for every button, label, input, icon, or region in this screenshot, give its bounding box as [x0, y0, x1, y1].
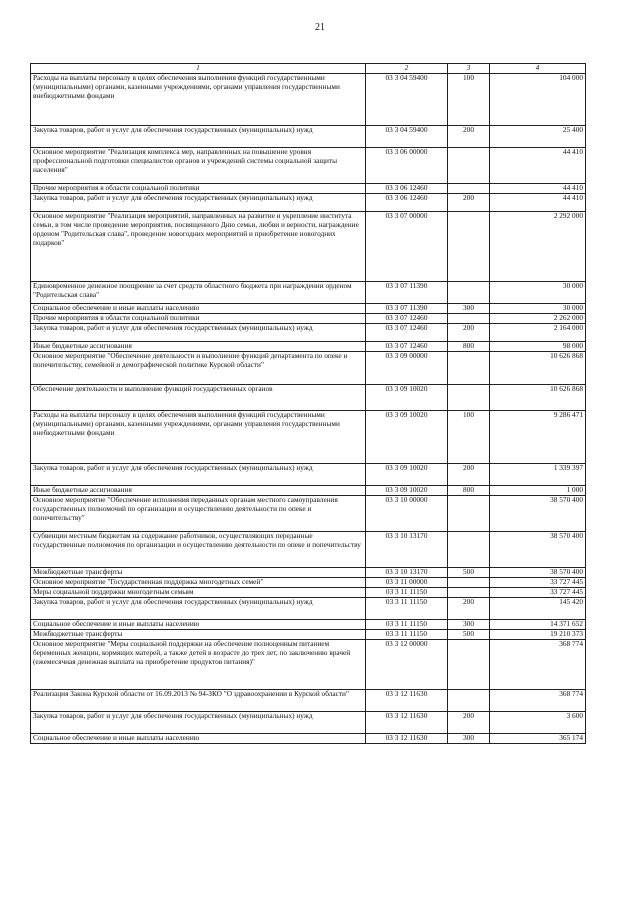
row-code: 03 3 11 11150	[366, 588, 448, 598]
row-name: Основное мероприятие "Меры социальной поддержки на обеспечение полноценным питанием беременных женщин, кормящих матерей, а также детей в возрасте до трех лет, по заключению врачей (ежемесячная денежная выплата на приобретение продуктов питания)"	[31, 640, 366, 690]
table-row	[31, 304, 586, 314]
row-amount: 44 410	[490, 194, 586, 212]
table-row	[31, 640, 586, 690]
row-amount: 368 774	[490, 640, 586, 690]
table-row	[31, 324, 586, 342]
table-row	[31, 598, 586, 620]
table-row	[31, 712, 586, 734]
row-expense-type	[448, 314, 490, 324]
row-expense-type: 800	[448, 342, 490, 352]
row-expense-type	[448, 690, 490, 712]
row-expense-type: 800	[448, 486, 490, 496]
row-name: Основное мероприятие "Реализация мероприятий, направленных на развитие и укрепление института семьи, в том числе проведение мероприятия, посвященного Дню семьи, любви и верности, награждение орденом "Родительская слава", проведение новогодних мероприятий и приобретение новогодних подарков"	[31, 212, 366, 282]
row-name: Межбюджетные трансферты	[31, 630, 366, 640]
row-amount: 10 626 868	[490, 385, 586, 411]
table-row	[31, 630, 586, 640]
row-name: Прочие мероприятия в области социальной политики	[31, 314, 366, 324]
table-row	[31, 194, 586, 212]
row-amount: 30 000	[490, 304, 586, 314]
row-name: Социальное обеспечение и иные выплаты населению	[31, 620, 366, 630]
row-amount: 44 410	[490, 184, 586, 194]
row-name: Социальное обеспечение и иные выплаты населению	[31, 304, 366, 314]
header-row	[31, 64, 586, 74]
row-amount: 25 400	[490, 126, 586, 148]
row-code: 03 3 10 13170	[366, 568, 448, 578]
row-name: Иные бюджетные ассигнования	[31, 342, 366, 352]
row-expense-type	[448, 282, 490, 304]
row-name: Основное мероприятие "Государственная поддержка многодетных семей"	[31, 578, 366, 588]
row-code: 03 3 07 12460	[366, 342, 448, 352]
row-name: Обеспечение деятельности и выполнение функций государственных органов	[31, 385, 366, 411]
table-row	[31, 411, 586, 464]
row-expense-type	[448, 578, 490, 588]
row-expense-type	[448, 385, 490, 411]
table-row	[31, 282, 586, 304]
row-code: 03 3 12 11630	[366, 712, 448, 734]
row-code: 03 3 04 59400	[366, 74, 448, 126]
row-name: Закупка товаров, работ и услуг для обеспечения государственных (муниципальных) нужд	[31, 712, 366, 734]
row-expense-type: 100	[448, 74, 490, 126]
row-name: Закупка товаров, работ и услуг для обеспечения государственных (муниципальных) нужд	[31, 464, 366, 486]
row-name: Иные бюджетные ассигнования	[31, 486, 366, 496]
row-expense-type	[448, 640, 490, 690]
row-code: 03 3 12 00000	[366, 640, 448, 690]
table-row	[31, 212, 586, 282]
table-row	[31, 385, 586, 411]
row-code: 03 3 06 00000	[366, 148, 448, 184]
table-row	[31, 690, 586, 712]
row-name: Субвенции местным бюджетам на содержание работников, осуществляющих переданные государственные полномочия по организации и осуществлению деятельности по опеке и попечительству	[31, 532, 366, 568]
row-name: Прочие мероприятия в области социальной политики	[31, 184, 366, 194]
row-amount: 2 164 000	[490, 324, 586, 342]
row-name: Закупка товаров, работ и услуг для обеспечения государственных (муниципальных) нужд	[31, 126, 366, 148]
table-row	[31, 568, 586, 578]
row-name: Расходы на выплаты персоналу в целях обеспечения выполнения функций государственными (муниципальными) органами, казенными учреждениями, органами управления государственными внебюджетными фондами	[31, 74, 366, 126]
row-code: 03 3 07 11390	[366, 304, 448, 314]
row-code: 03 3 11 00000	[366, 578, 448, 588]
table-row	[31, 352, 586, 385]
row-name: Основное мероприятие "Обеспечение деятельности и выполнение функций департамента по опеке и попечительству, семейной и демографической политике Курской области"	[31, 352, 366, 385]
column-header-4: 4	[490, 64, 586, 74]
table-row	[31, 342, 586, 352]
row-name: Реализация Закона Курской области от 16.09.2013 № 94-ЗКО "О здравоохранении в Курской области"	[31, 690, 366, 712]
row-code: 03 3 04 59400	[366, 126, 448, 148]
table-row	[31, 126, 586, 148]
table-row	[31, 486, 586, 496]
row-expense-type	[448, 352, 490, 385]
row-amount: 38 570 400	[490, 532, 586, 568]
row-amount: 98 000	[490, 342, 586, 352]
row-amount: 104 000	[490, 74, 586, 126]
row-name: Межбюджетные трансферты	[31, 568, 366, 578]
table-row	[31, 464, 586, 486]
table-row	[31, 74, 586, 126]
row-amount: 2 292 000	[490, 212, 586, 282]
row-expense-type: 300	[448, 734, 490, 744]
budget-table	[30, 63, 586, 744]
row-code: 03 3 10 13170	[366, 532, 448, 568]
column-header-1: 1	[31, 64, 366, 74]
column-header-2: 2	[366, 64, 448, 74]
row-amount: 33 727 445	[490, 578, 586, 588]
row-code: 03 3 10 00000	[366, 496, 448, 532]
row-amount: 38 570 400	[490, 496, 586, 532]
table-row	[31, 314, 586, 324]
row-amount: 368 774	[490, 690, 586, 712]
row-expense-type	[448, 184, 490, 194]
row-expense-type: 100	[448, 411, 490, 464]
row-code: 03 3 09 10020	[366, 411, 448, 464]
row-amount: 44 410	[490, 148, 586, 184]
row-code: 03 3 07 12460	[366, 324, 448, 342]
row-code: 03 3 09 10020	[366, 464, 448, 486]
row-expense-type: 300	[448, 304, 490, 314]
table-row	[31, 148, 586, 184]
row-code: 03 3 11 11150	[366, 598, 448, 620]
row-expense-type: 200	[448, 324, 490, 342]
row-code: 03 3 06 12460	[366, 184, 448, 194]
row-amount: 1 339 397	[490, 464, 586, 486]
row-amount: 1 000	[490, 486, 586, 496]
row-name: Закупка товаров, работ и услуг для обеспечения государственных (муниципальных) нужд	[31, 324, 366, 342]
row-expense-type	[448, 212, 490, 282]
row-expense-type: 500	[448, 630, 490, 640]
row-amount: 365 174	[490, 734, 586, 744]
row-code: 03 3 11 11150	[366, 630, 448, 640]
row-name: Закупка товаров, работ и услуг для обеспечения государственных (муниципальных) нужд	[31, 598, 366, 620]
row-code: 03 3 06 12460	[366, 194, 448, 212]
row-expense-type	[448, 496, 490, 532]
row-name: Основное мероприятие "Обеспечение исполнения переданных органам местного самоуправления государственных полномочий по организации и осуществлению деятельности по опеке и попечительству"	[31, 496, 366, 532]
row-expense-type: 200	[448, 194, 490, 212]
table-row	[31, 588, 586, 598]
row-amount: 145 420	[490, 598, 586, 620]
table-row	[31, 578, 586, 588]
row-expense-type: 300	[448, 620, 490, 630]
row-amount: 14 371 652	[490, 620, 586, 630]
row-expense-type: 200	[448, 598, 490, 620]
row-name: Единовременное денежное поощрение за счет средств областного бюджета при награждении орденом "Родительская слава"	[31, 282, 366, 304]
row-expense-type: 200	[448, 464, 490, 486]
column-header-3: 3	[448, 64, 490, 74]
row-amount: 30 000	[490, 282, 586, 304]
table-row	[31, 496, 586, 532]
row-amount: 19 210 373	[490, 630, 586, 640]
table-row	[31, 620, 586, 630]
row-expense-type	[448, 148, 490, 184]
row-name: Основное мероприятие "Реализация комплекса мер, направленных на повышение уровня профессиональной подготовки специалистов органов и учреждений системы социальной защиты населения"	[31, 148, 366, 184]
row-code: 03 3 12 11630	[366, 690, 448, 712]
row-name: Социальное обеспечение и иные выплаты населению	[31, 734, 366, 744]
row-expense-type	[448, 532, 490, 568]
row-amount: 9 286 471	[490, 411, 586, 464]
row-expense-type: 500	[448, 568, 490, 578]
row-name: Расходы на выплаты персоналу в целях обеспечения выполнения функций государственными (муниципальными) органами, казенными учреждениями, органами управления государственными внебюджетными фондами	[31, 411, 366, 464]
page-number: 21	[315, 22, 325, 33]
row-name: Закупка товаров, работ и услуг для обеспечения государственных (муниципальных) нужд	[31, 194, 366, 212]
row-code: 03 3 09 00000	[366, 352, 448, 385]
row-name: Меры социальной поддержки многодетным семьям	[31, 588, 366, 598]
table-row	[31, 532, 586, 568]
row-expense-type	[448, 588, 490, 598]
row-expense-type: 200	[448, 712, 490, 734]
row-amount: 38 570 400	[490, 568, 586, 578]
row-amount: 10 626 868	[490, 352, 586, 385]
row-code: 03 3 09 10020	[366, 385, 448, 411]
row-code: 03 3 07 12460	[366, 314, 448, 324]
row-code: 03 3 12 11630	[366, 734, 448, 744]
row-amount: 33 727 445	[490, 588, 586, 598]
row-expense-type: 200	[448, 126, 490, 148]
table-row	[31, 184, 586, 194]
row-code: 03 3 07 11390	[366, 282, 448, 304]
row-code: 03 3 07 00000	[366, 212, 448, 282]
row-code: 03 3 09 10020	[366, 486, 448, 496]
table-body	[31, 74, 586, 744]
row-amount: 3 600	[490, 712, 586, 734]
row-amount: 2 262 000	[490, 314, 586, 324]
row-code: 03 3 11 11150	[366, 620, 448, 630]
table-row	[31, 734, 586, 744]
